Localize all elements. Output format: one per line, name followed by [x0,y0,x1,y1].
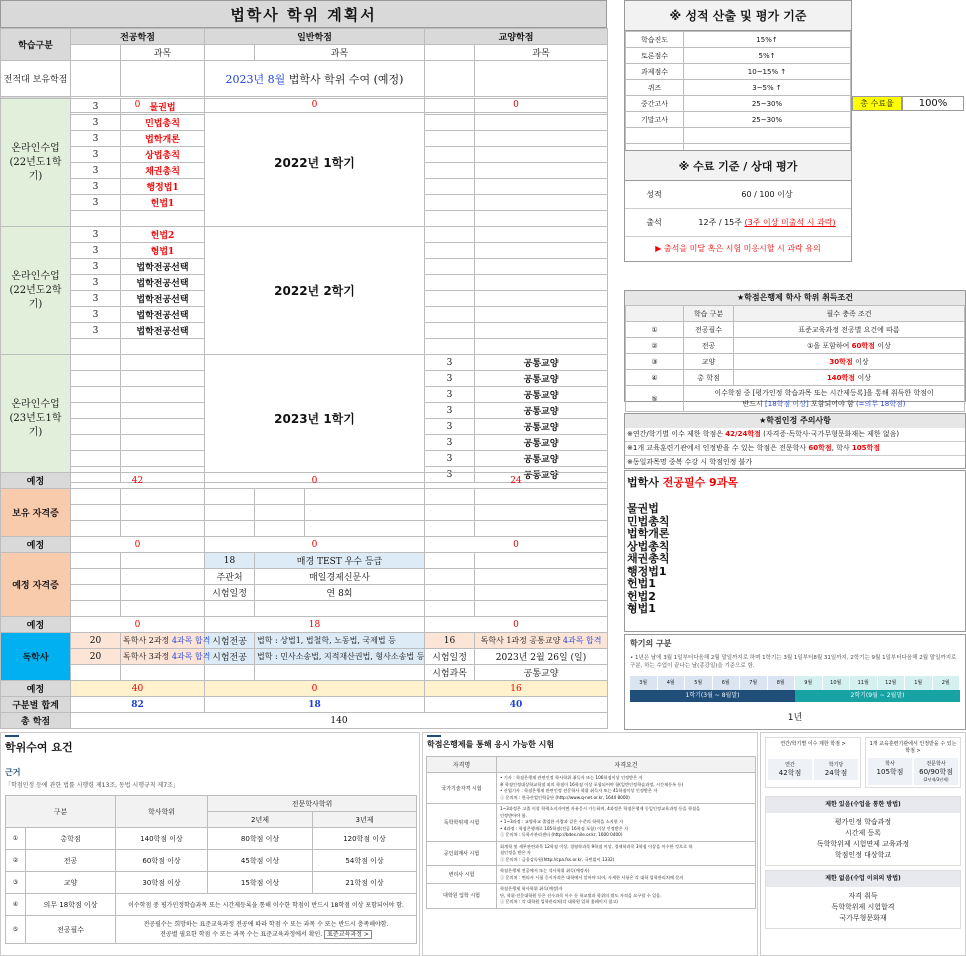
credit-cell: 3 [71,131,121,147]
col-liberal: 교양학점 [425,29,608,45]
warning-text: ▶ 출석을 미달 혹은 시험 미응시할 시 과락 유의 [655,244,821,253]
credit-cell: 3 [71,323,121,339]
credit-cell: 3 [425,467,475,483]
required-subject: 물권법 [627,502,659,515]
subject-cell [475,147,608,163]
subject-cell: 법학개론 [121,131,205,147]
note-panel: ★학점인정 주의사항 ※연간/학기별 이수 제한 학점은 42/24학점 (자격증·독학사·국가무형문화재는 제한 없음) ※1개 교육훈련기관에서 인정받을 수 있는 학점은 전문학사 60학점, 학사 105학점 ※동일과목명 중복 수강 시 학점인정 불가 [624,413,966,469]
credit-cell [425,147,475,163]
degree-req-table: 구분 학사학위 전문학사학위 2년제 3년제 ① 총학점 140학점 이상 80학점 이상 120학점 이상 ② 전공 60학점 이상 45학점 이상 54학점 이상 ③ 교양 30학점 이상 15학점 이상 21학점 이상 ④ 의무 18학점 이상 이수학점 중 평가인정학습과목 또는 시간제등록을 통해 이수한 학점이 반드시 18학점 이상 포함되어야 함. ⑤ 전공필수 전공필수는 희망하는 표준교육과정 전공에 따라 학점 수 또는 과목 수 또는 반드시 충족해야함. 전공별 필요한 학점 수 또는 과목 수는 표준교육과정에서 확인. 표준교육과정 > [5,795,417,944]
credit-cell [425,307,475,323]
subject-cell [475,323,608,339]
complete-panel: ※ 수료 기준 / 상대 평가 성적 60 / 100 이상 출석 12주 / 15주 (3주 이상 미출석 시 과락) ▶ 출석을 미달 혹은 시험 미응시할 시 과락 유의 [624,150,852,262]
degree-row: ③ 교양 30학점 이상 15학점 이상 21학점 이상 [6,872,417,894]
required-subject: 행정법1 [627,564,667,578]
condition-row: ④ 총 학점 140학점 이상 [626,370,965,386]
grade-row: 기말고사 25~30% [626,112,851,128]
credit-cell: 3 [71,291,121,307]
semester-table [0,98,608,483]
semester-row [1,355,608,371]
subject-cell [121,403,205,419]
subject-cell: 공통교양 [475,387,608,403]
semester-title: 2022년 2학기 [205,227,425,355]
month-cell: 5월 [685,676,713,690]
subject-cell [121,451,205,467]
month-cell: 11월 [850,676,878,690]
credit-cell [71,403,121,419]
page-title: 법학사 학위 계획서 [0,0,607,28]
grade-row: 학습진도 15%↑ [626,32,851,48]
subject-cell: 법학전공선택 [121,291,205,307]
subject-cell: 공통교양 [475,419,608,435]
limited-method: 평가인정 학습과정 [834,818,892,826]
subject-cell: 공통교양 [475,403,608,419]
subject-cell [475,259,608,275]
condition-row: ② 전공 ①을 포함하여 60학점 이상 [626,338,965,354]
credit-cell [425,227,475,243]
prior-label: 전적대 보유학점 [1,61,71,97]
condition-panel: ★학점은행제 학사 학위 취득조건 학습 구분 필수 충족 조건 ① 전공필수 표준교육과정 전공별 요건에 따름 ② 전공 ①을 포함하여 60학점 이상 ③ 교양 30학점 이상 ④ 총 학점 140학점 이상 ⑤ 이수학점 중 [평가인정 학습과목 또는 시간제등록]을 통해 취득한 학점이 반드시 [18학점 이상] 포함되어야 함 (=의무 18학점) [624,290,966,402]
credit-cell: 3 [71,195,121,211]
semester2-bar: 2학기(9월 ~ 2월말) [795,690,960,702]
subject-cell [475,211,608,227]
subject-cell: 공통교양 [475,435,608,451]
subject-cell [475,115,608,131]
subject-cell [121,435,205,451]
degree-req-panel: 학위수여 요건 근거 「학점인정 등에 관한 법률 시행령 제13조, 동법 시행규칙 제7조」 구분 학사학위 전문학사학위 2년제 3년제 ① 총학점 140학점 이상 80학점 이상 120학점 이상 ② 전공 60학점 이상 45학점 이상 54학점 이상 ③ 교양 30학점 이상 15학점 이상 21학점 이상 ④ 의무 18학점 이상 이수학점 중 평가인정학습과목 또는 시간제등록을 통해 이수한 학점이 반드시 18학점 이상 포함되어야 함. ⑤ 전공필수 전공필수는 희망하는 표준교육과정 전공에 따라 학점 수 또는 과목 수 또는 반드시 충족해야함. 전공별 필요한 학점 수 또는 과목 수는 표준교육과정에서 확인. 표준교육과정 > [0,732,420,956]
credit-cell: 3 [425,355,475,371]
credit-cell: 3 [425,403,475,419]
subject-cell: 헌법1 [121,195,205,211]
credit-cell: 3 [71,307,121,323]
credit-cell [71,339,121,355]
credit-cell [425,179,475,195]
credit-cell: 3 [71,227,121,243]
credit-cell [425,99,475,115]
subject-cell: 상법총칙 [121,147,205,163]
semester-row [1,99,608,115]
credit-cell: 3 [71,259,121,275]
credit-cell: 3 [71,99,121,115]
grade-row: 퀴즈 3~5% ↑ [626,80,851,96]
subject-cell [475,195,608,211]
credit-cell: 3 [425,419,475,435]
credit-cell [71,355,121,371]
semester1-bar: 1학기(3월 ~ 8월말) [630,690,795,702]
subject-cell [475,291,608,307]
month-cell: 6월 [713,676,741,690]
month-cell: 8월 [768,676,796,690]
subject-cell [475,227,608,243]
exam-row: 변리사 시험 학점은행제 전공에서 또는 석사학위 취득(예정자) ⓘ 문의처 : 변리사 시험 응시자격은 대학에서 알아야 되어, 자세한 사항은 각 대학 입학관리처에 문의 [427,866,756,884]
month-cell: 1월 [905,676,933,690]
dokhaksa-label: 독학사 [1,633,71,681]
credit-cell [71,451,121,467]
total-completion: 총 수료율 100% [852,96,964,111]
subject-cell [475,307,608,323]
unlimited-method: 자격 취득 [848,892,878,900]
semester-label: 온라인수업 (22년도2학기) [1,227,71,355]
col-subject: 과목 [121,45,205,61]
credit-cell: 3 [425,387,475,403]
credit-cell [425,211,475,227]
required-subject: 법학개론 [627,527,670,540]
exam-table: 자격명 자격요건 국가기술자격 시험 • 기사 : 학점은행제 관련인정 학사학위 취득자 또는 106학점이상 인정받은 자 ※ 학점인정대상학교학점 외의 학점이 16학점 이상 포함되어야 함(일반인정학습과정, 시간제등록 등) • 산업기사 : 학점은행제 관련인정 전문학사 학위 취득자 또는 41학점이상 인정받은 자 ⓘ 문의처 : 한국산업인력공단 (http://www.q-net.or.kr, 1644 8000) 독학학위제 시험 1~3과정은 고졸 이상 학력소지자이면 자유응시 가능하며, 4과정은 학점은행제 동일인정교육과정 등을 학점을 인정받아야 함. • 1~3과정 : 교양학교 졸업한 사람과 같은 수준의 학력을 소지한 자 • 4과정 : 학점은행제로 105학점(전공 16학점 포함) 이상 인정받은 자 ⓘ 문의처 : 독학사관리센터 (http://bdes.nile.or.kr, 1600 0400) 공인회계사 시험 회계학 및 세무관련과목 12학점 이상, 경영학과목 9학점 이상, 경제학과목 3학점 이상을 이수한 것으로 학 점인정을 받은 자 ⓘ 문의처 : 금융감독원(http://cpa.fss.or.kr, 국번없이 1332) 변리사 시험 학점은행제 전공에서 또는 석사학위 취득(예정자) ⓘ 문의처 : 변리사 시험 응시자격은 대학에서 알아야 되어, 자세한 사항은 각 대학 입학관리처에 문의 대학원 입학 시험 학점은행제 학사학위 취득(예정)자 단, 학위·전문대학원 등은 선수과목 이수 등 학교별과 학위의 별도 자격을 요구할 수 있음. ⓘ 문의처 : 각 대학원 입학관리처(각 대학원 입학 홈페이지 참고) [426,756,756,909]
cert-name: 매경 TEST 우수 등급 [255,553,425,569]
subject-cell: 민법총칙 [121,115,205,131]
credit-cell [425,243,475,259]
subject-cell: 공통교양 [475,355,608,371]
credit-cell: 3 [71,163,121,179]
col-group-label: 학습구분 [1,29,71,61]
limited-method: 독학학위제 시험면제 교육과정 [816,840,910,848]
degree-row: ① 총학점 140학점 이상 80학점 이상 120학점 이상 [6,828,417,850]
condition-row: ③ 교양 30학점 이상 [626,354,965,370]
credit-cell: 3 [71,243,121,259]
credit-cell: 3 [71,147,121,163]
exam-panel: 학점은행제를 통해 응시 가능한 시험 자격명 자격요건 국가기술자격 시험 • 기사 : 학점은행제 관련인정 학사학위 취득자 또는 106학점이상 인정받은 자 ※ 학점인정대상학교학점 외의 학점이 16학점 이상 포함되어야 함(일반인정학습과정, 시간제등록 등) • 산업기사 : 학점은행제 관련인정 전문학사 학위 취득자 또는 41학점이상 인정받은 자 ⓘ 문의처 : 한국산업인력공단 (http://www.q-net.or.kr, 1644 8000) 독학학위제 시험 1~3과정은 고졸 이상 학력소지자이면 자유응시 가능하며, 4과정은 학점은행제 동일인정교육과정 등을 학점을 인정받아야 함. • 1~3과정 : 교양학교 졸업한 사람과 같은 수준의 학력을 소지한 자 • 4과정 : 학점은행제로 105학점(전공 16학점 포함) 이상 인정받은 자 ⓘ 문의처 : 독학사관리센터 (http://bdes.nile.or.kr, 1600 0400) 공인회계사 시험 회계학 및 세무관련과목 12학점 이상, 경영학과목 9학점 이상, 경제학과목 3학점 이상을 이수한 것으로 학 점인정을 받은 자 ⓘ 문의처 : 금융감독원(http://cpa.fss.or.kr, 국번없이 1332) 변리사 시험 학점은행제 전공에서 또는 석사학위 취득(예정자) ⓘ 문의처 : 변리사 시험 응시자격은 대학에서 알아야 되어, 자세한 사항은 각 대학 입학관리처에 문의 대학원 입학 시험 학점은행제 학사학위 취득(예정)자 단, 학위·전문대학원 등은 선수과목 이수 등 학교별과 학위의 별도 자격을 요구할 수 있음. ⓘ 문의처 : 각 대학원 입학관리처(각 대학원 입학 홈페이지 참고) [422,732,758,956]
credit-cell [425,339,475,355]
credit-cell [425,323,475,339]
subject-cell [475,99,608,115]
grade-panel: ※ 성적 산출 및 평가 기준 학습진도 15%↑ 토론점수 5%↑ 과제점수 10~15% ↑ 퀴즈 3~5% ↑ 중간고사 25~30% 기말고사 25~30% [624,0,852,262]
subject-cell [475,243,608,259]
credit-cell [425,115,475,131]
limit-panel: 연간/학기별 이수 제한 학점 > 연간 42학점 학기당 24학점 1개 교육훈련기관에서 인정받을 수 있는 학점 > 학사 105학점 전문학사 60/90학점 (2년제/3년제) 제한 있음(수업을 통한 방법) 평가인정 학습과정 시간제 등록 독학학위제 시험면제 교육과정 학점인정 대상학교 제한 없음(수업 이외의 방법) 자격 취득 독학학위제 시험합격 국가무형문화재 [760,732,966,956]
exam-row: 국가기술자격 시험 • 기사 : 학점은행제 관련인정 학사학위 취득자 또는 106학점이상 인정받은 자 ※ 학점인정대상학교학점 외의 학점이 16학점 이상 포함되어야 함(일반인정학습과정, 시간제등록 등) • 산업기사 : 학점은행제 관련인정 전문학사 학위 취득자 또는 41학점이상 인정받은 자 ⓘ 문의처 : 한국산업인력공단 (http://www.q-net.or.kr, 1644 8000) [427,773,756,804]
required-subject: 채권총칙 [627,552,670,565]
subject-cell [475,275,608,291]
credit-cell [425,259,475,275]
subject-cell [121,211,205,227]
subject-cell: 법학전공선택 [121,275,205,291]
subject-cell [121,371,205,387]
subject-cell: 행정법1 [121,179,205,195]
subject-cell [121,387,205,403]
semester-label: 온라인수업 (22년도1학기) [1,99,71,227]
curriculum-button[interactable]: 표준교육과정 > [324,930,372,939]
credit-cell [71,211,121,227]
required-subject: 형법1 [627,602,656,615]
semester-title: 2023년 1학기 [205,355,425,483]
semester-label: 온라인수업 (23년도1학기) [1,355,71,483]
subject-cell [475,339,608,355]
cert-held-label: 보유 자격증 [1,489,71,537]
required-subject: 민법총칙 [627,514,670,528]
subject-cell: 법학전공선택 [121,307,205,323]
subject-cell: 법학전공선택 [121,323,205,339]
unlimited-method: 독학학위제 시험합격 [831,903,895,911]
col-general: 일반학점 [205,29,425,45]
grade-row: 과제점수 10~15% ↑ [626,64,851,80]
condition-row: ① 전공필수 표준교육과정 전공별 요건에 따름 [626,322,965,338]
subject-cell [475,179,608,195]
subject-cell: 공통교양 [475,467,608,483]
summary-table: 예정 42 0 24 보유 자격증 예정 0 0 0 예정 자격증 18 매경 TEST 우수 등급 주관처 매일경제신문사 시험일정 연 8회 예정 0 18 0 독학사 20 독학사 2과정 4과목 합격 시험전공 법학 : 상법1, 법철학, 노동법, 국제법 등 16 독학사 1과정 공통교양 4과목 합격 20 독학사 3과정 4과목 합격 시험전공 법학 : 민사소송법, 지적재산권법, 형사소송법 등 시험일정 2023년 2월 26일 (일) 시험과목 공통교양 예정 40 0 16 구분별 합계 82 18 40 총 학점 140 [0,472,608,729]
semester-title: 2022년 1학기 [205,99,425,227]
unlimited-method: 국가무형문화재 [839,914,887,922]
credit-cell [71,371,121,387]
month-cell: 7월 [740,676,768,690]
subject-cell: 채권총칙 [121,163,205,179]
credit-cell: 3 [425,435,475,451]
credit-cell [71,419,121,435]
limited-method: 시간제 등록 [844,829,882,837]
credit-cell [71,435,121,451]
subject-cell: 물권법 [121,99,205,115]
credit-cell [425,131,475,147]
month-cell: 9월 [795,676,823,690]
month-cell: 3월 [630,676,658,690]
required-subject: 헌법2 [627,589,656,603]
credit-cell [425,291,475,307]
limited-method: 학점인정 대상학교 [834,851,892,859]
subject-cell: 법학전공선택 [121,259,205,275]
credit-cell [425,195,475,211]
subject-cell: 헌법2 [121,227,205,243]
subject-cell [121,339,205,355]
cert-plan-label: 예정 자격증 [1,553,71,617]
month-cell: 12월 [878,676,906,690]
credit-cell [425,275,475,291]
subject-cell: 형법1 [121,243,205,259]
degree-row: ② 전공 60학점 이상 45학점 이상 54학점 이상 [6,850,417,872]
grade-row: 중간고사 25~30% [626,96,851,112]
subject-cell [475,131,608,147]
credit-cell: 3 [71,115,121,131]
credit-cell [71,387,121,403]
credit-cell: 3 [425,451,475,467]
credit-cell: 3 [425,371,475,387]
grade-row: 토론점수 5%↑ [626,48,851,64]
subject-cell: 공통교양 [475,451,608,467]
credit-cell [425,163,475,179]
required-subjects: 법학사 전공필수 9과목 물권법 민법총칙 법학개론 상법총칙 채권총칙 행정법1 헌법1 헌법2 형법1 [624,470,966,632]
subject-cell [475,163,608,179]
credit-cell: 3 [71,275,121,291]
subject-cell [121,419,205,435]
credit-cell: 3 [71,179,121,195]
plan-table: 학습구분 전공학점 일반학점 교양학점 과목 과목 과목 전적대 보유학점 2023년 8월 법학사 학위 수여 (예정) 0 0 0 [0,28,608,113]
required-subject: 상법총칙 [627,539,670,553]
subject-cell: 공통교양 [475,371,608,387]
month-cell: 10월 [823,676,851,690]
month-cell: 2월 [933,676,961,690]
exam-row: 독학학위제 시험 1~3과정은 고졸 이상 학력소지자이면 자유응시 가능하며, 4과정은 학점은행제 동일인정교육과정 등을 학점을 인정받아야 함. • 1~3과정 : 교양학교 졸업한 사람과 같은 수준의 학력을 소지한 자 • 4과정 : 학점은행제로 105학점(전공 16학점 포함) 이상 인정받은 자 ⓘ 문의처 : 독학사관리센터 (http://bdes.nile.or.kr, 1600 0400) [427,804,756,842]
exam-row: 공인회계사 시험 회계학 및 세무관련과목 12학점 이상, 경영학과목 9학점 이상, 경제학과목 3학점 이상을 이수한 것으로 학 점인정을 받은 자 ⓘ 문의처 : 금융감독원(http://cpa.fss.or.kr, 국번없이 1332) [427,841,756,866]
semester-row [1,227,608,243]
month-cell: 4월 [658,676,686,690]
col-subject: 과목 [255,45,425,61]
period-panel: 학기의 구분 • 1년은 날에 3월 1일부터다음해 2월 말일까지로 하며 1학기는 3월 1일부터8월 31일까지, 2학기는 9월 1일부터다음해 2월 말일까지로 구분, 하는 수업이 끝나는 날(종강일)을 기준으로 함. 3월 4월 5월 6월 7월 8월 9월 10월 11월 12월 1월 2월 1학기(3월 ~ 8월말) 2학기(9월 ~ 2월말) 1년 [624,634,966,730]
subject-cell [121,355,205,371]
col-subject: 과목 [475,45,608,61]
degree-note: 2023년 8월 법학사 학위 수여 (예정) [205,61,425,97]
required-subject: 헌법1 [627,577,656,590]
col-major: 전공학점 [71,29,205,45]
exam-row: 대학원 입학 시험 학점은행제 학사학위 취득(예정)자 단, 학위·전문대학원 등은 선수과목 이수 등 학교별과 학위의 별도 자격을 요구할 수 있음. ⓘ 문의처 : 각 대학원 입학관리처(각 대학원 입학 홈페이지 참고) [427,884,756,909]
